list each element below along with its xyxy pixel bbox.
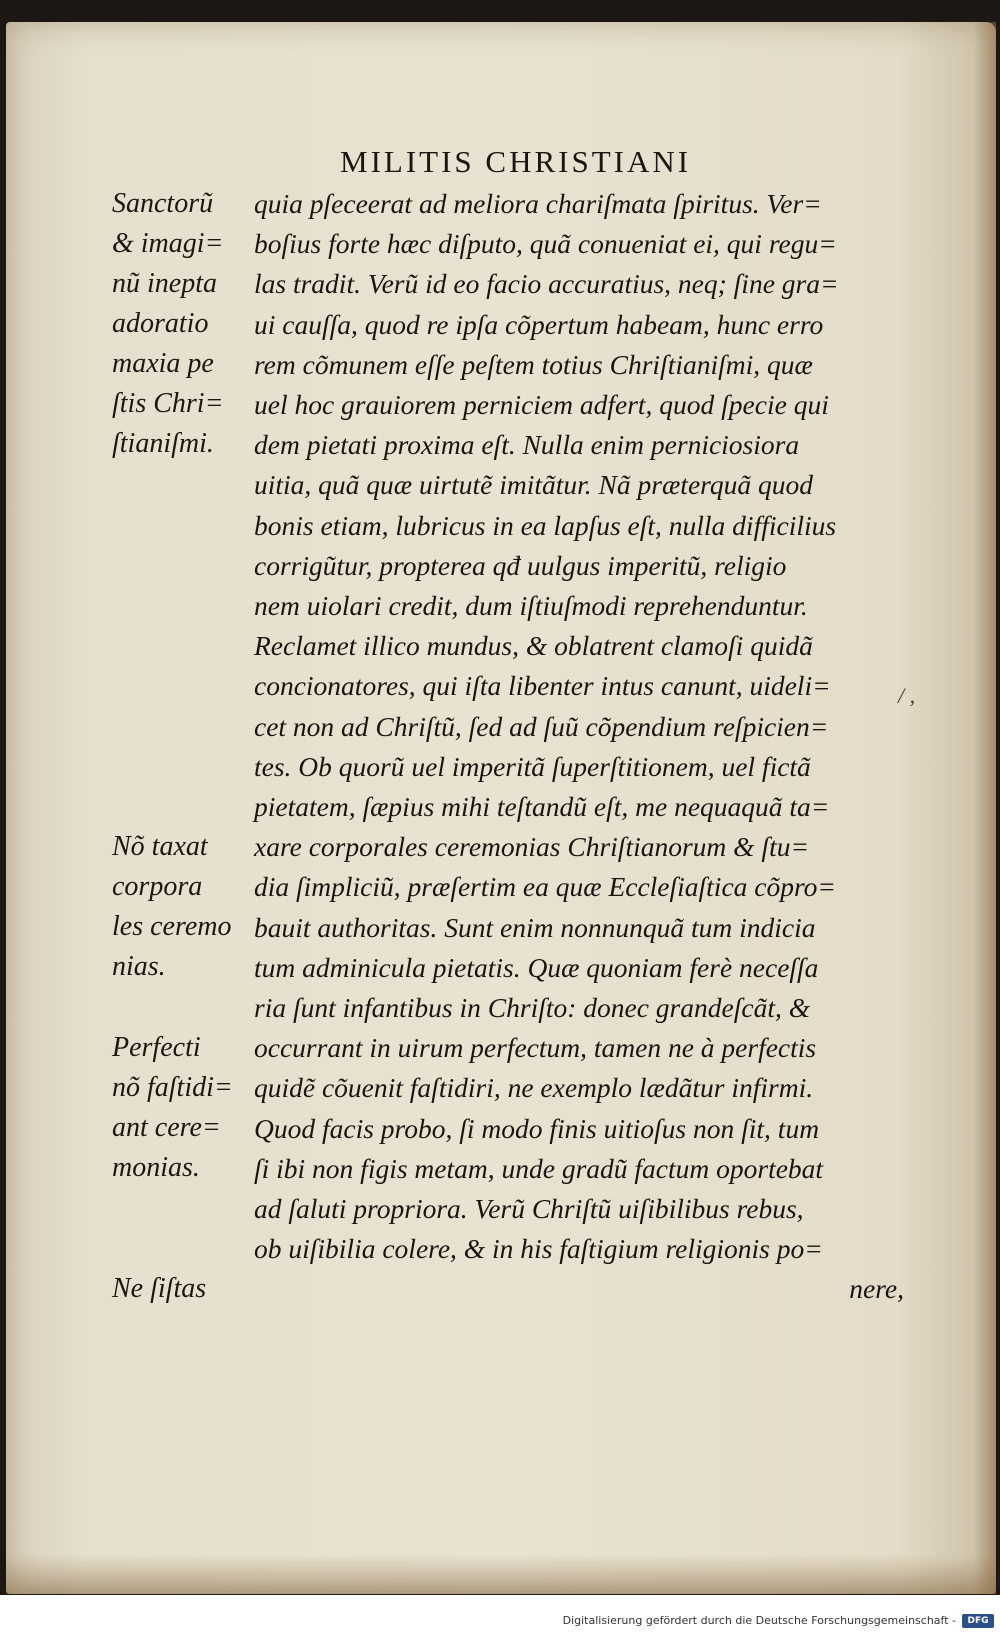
text-line: ſi ibi non figis metam, unde gradũ factum oportebat	[254, 1152, 824, 1184]
margin-note-4	[112, 1269, 252, 1309]
footer-bar	[0, 1595, 1000, 1635]
margin-note-line: maxia pe	[112, 348, 214, 379]
text-line: occurrant in uirum perfectum, tamen ne à perfectis	[254, 1032, 817, 1064]
body-text	[254, 184, 904, 1310]
margin-note-line: adoratio	[112, 308, 209, 339]
text-line: quia pſeceerat ad meliora chariſmata ſpiritus. Ver=	[254, 188, 822, 219]
margin-note-line: Nõ taxat	[112, 831, 208, 862]
text-line: rem cõmunem eſſe peſtem totius Chriſtianiſmi, quæ	[254, 348, 813, 380]
text-line: las tradit. Verũ id eo facio accuratius, neq; ſine gra=	[254, 268, 839, 300]
text-line: dem pietati proxima eſt. Nulla enim perniciosiora	[254, 429, 800, 461]
stray-mark: / ,	[898, 683, 916, 708]
text-line: ad ſaluti propriora. Verũ Chriſtũ uiſibilibus rebus,	[254, 1193, 804, 1225]
text-line: corrigũtur, propterea qđ uulgus imperitũ, religio	[254, 549, 787, 581]
margin-note-line: ſtianiſmi.	[112, 428, 214, 459]
margin-note-line: Perfecti	[112, 1032, 201, 1063]
text-line: xare corporales ceremonias Chriſtianorum & ſtu=	[254, 831, 810, 863]
text-line: tes. Ob quorũ uel imperitã ſuperſtitionem, uel fictã	[254, 750, 811, 782]
funding-credit: Digitalisierung gefördert durch die Deutsche Forschungsgemeinschaft -	[562, 1614, 956, 1627]
text-line: concionatores, qui iſta libenter intus canunt, uideli=	[254, 670, 831, 702]
margin-note-line: nias.	[112, 951, 166, 982]
margin-note-line: les ceremo	[112, 911, 232, 942]
dfg-logo-icon: DFG	[962, 1614, 994, 1628]
text-line: uitia, quã quæ uirtutẽ imitãtur. Nã præterquã quod	[254, 469, 813, 501]
text-line: tum adminicula pietatis. Quæ quoniam ferè neceſſa	[254, 951, 819, 983]
text-line: quidẽ cõuenit faſtidiri, ne exemplo lædãtur infirmi.	[254, 1072, 814, 1104]
text-line: nem uiolari credit, dum iſtiuſmodi reprehenduntur.	[254, 590, 808, 622]
running-head: MILITIS CHRISTIANI	[340, 144, 692, 179]
text-line: cet non ad Chriſtũ, ſed ad ſuũ cõpendium reſpicien=	[254, 710, 829, 742]
text-line: ui cauſſa, quod re ipſa cõpertum habeam, hunc erro	[254, 308, 824, 340]
text-line: ria ſunt infantibus in Chriſto: donec grandeſcãt, &	[254, 992, 811, 1024]
margin-note-3	[112, 1028, 252, 1188]
margin-note-line: corpora	[112, 871, 203, 902]
page-bottom-shadow	[6, 1554, 996, 1594]
margin-note-line: Ne ſiſtas	[112, 1273, 207, 1304]
margin-note-line: nũ inepta	[112, 268, 217, 299]
text-line: pietatem, ſæpius mihi teſtandũ eſt, me nequaquã ta=	[254, 791, 830, 823]
margin-note-line: nõ faſtidi=	[112, 1072, 233, 1103]
text-line: bonis etiam, lubricus in ea lapſus eſt, nulla difficilius	[254, 509, 837, 541]
text-line: ob uiſibilia colere, & in his faſtigium religionis po=	[254, 1233, 823, 1265]
catchword: nere,	[849, 1273, 904, 1305]
margin-note-line: Sanctorũ	[112, 188, 214, 219]
text-line: Quod facis probo, ſi modo finis uitioſus non ſit, tum	[254, 1112, 820, 1144]
text-line: dia ſimpliciũ, præſertim ea quæ Eccleſiaſtica cõpro=	[254, 871, 836, 903]
page-edge-shadow	[974, 22, 996, 1594]
text-line: Reclamet illico mundus, & oblatrent clamoſi quidã	[254, 630, 813, 662]
margin-note-line: monias.	[112, 1152, 200, 1183]
text-line: uel hoc grauiorem perniciem adfert, quod ſpecie qui	[254, 389, 829, 421]
text-line: boſius forte hæc diſputo, quã conueniat ei, qui regu=	[254, 228, 837, 260]
margin-note-line: & imagi=	[112, 228, 224, 259]
margin-note-2	[112, 827, 252, 987]
margin-note-1	[112, 184, 252, 464]
text-line: bauit authoritas. Sunt enim nonnunquã tum indicia	[254, 911, 816, 943]
margin-note-line: ant cere=	[112, 1112, 221, 1143]
margin-note-line: ſtis Chri=	[112, 388, 224, 419]
